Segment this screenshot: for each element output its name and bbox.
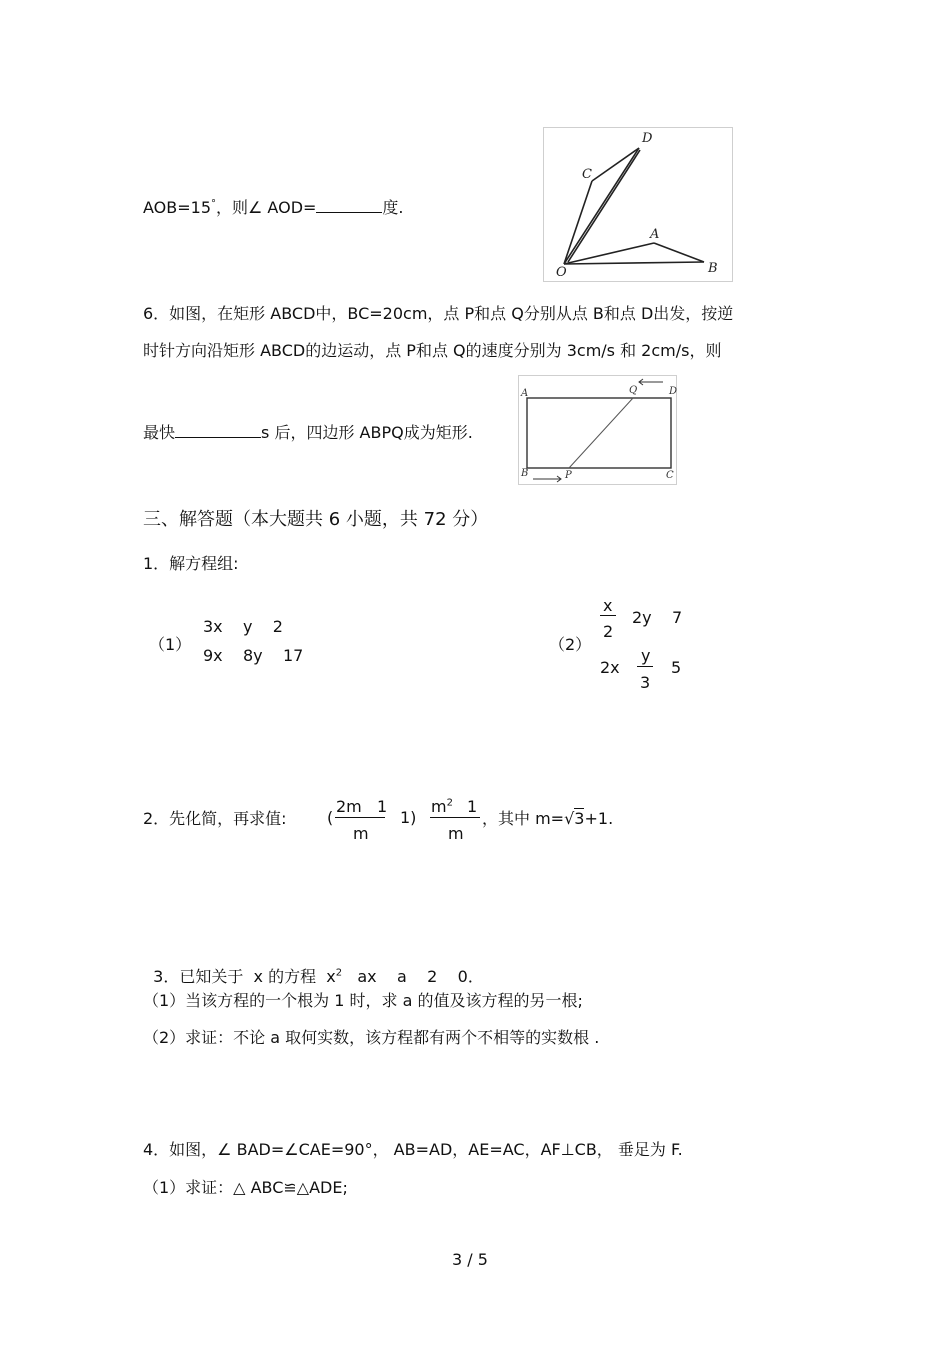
p2-sqrt-value: 3 xyxy=(574,809,585,828)
page-number: 3 / 5 xyxy=(452,1250,488,1269)
p3-part1: （1）当该方程的一个根为 1 时，求 a 的值及该方程的另一根; xyxy=(143,991,583,1010)
label-b: B xyxy=(521,468,529,479)
p3-stem xyxy=(143,945,484,987)
segment-pq xyxy=(569,398,633,468)
figure-rectangle-svg xyxy=(519,376,676,484)
figure-angles-svg xyxy=(544,128,732,281)
q5-tail-line xyxy=(143,195,404,218)
label-d: D xyxy=(642,131,653,146)
q6-line-2: 时针方向沿矩形 ABCD的边运动，点 P和点 Q的速度分别为 3cm/s 和 2cm/s，则 xyxy=(143,341,722,360)
p1-part2-frac1-den: 2 xyxy=(603,622,614,641)
label-o: O xyxy=(556,265,567,280)
p2-frac2-m: m xyxy=(431,797,447,816)
q5-text-3: 度. xyxy=(382,198,404,217)
p1-part2-eq2-a: 2x xyxy=(600,658,620,677)
segment-ob xyxy=(564,262,704,264)
p1-part2-label: （2） xyxy=(549,635,592,654)
p2-mid: 1) xyxy=(400,808,417,827)
label-c: C xyxy=(582,167,592,182)
p3-stem-exp: 2 xyxy=(335,967,343,979)
label-a: A xyxy=(650,227,660,242)
q5-text-2: ，则∠ AOD= xyxy=(216,198,317,217)
p2-tail-b: +1. xyxy=(584,809,614,828)
p2-frac1-bar xyxy=(335,817,385,818)
p2-stem: 2．先化简，再求值: xyxy=(143,809,287,828)
segment-oc xyxy=(564,181,592,264)
figure-angles xyxy=(543,127,733,282)
p4-stem: 4．如图，∠ BAD=∠CAE=90°， AB=AD，AE=AC，AF⊥CB， 垂足为 F. xyxy=(143,1140,683,1159)
label-b: B xyxy=(708,261,718,276)
p2-frac2-bar xyxy=(430,817,480,818)
p1-part2-eq2-rest: 5 xyxy=(671,658,682,677)
q6-text-a: 最快 xyxy=(143,423,176,442)
p2-frac1-den: m xyxy=(353,824,369,843)
p1-part2-frac1-num: x xyxy=(603,596,613,615)
p3-stem-b: ax a 2 0． xyxy=(342,967,484,986)
p2-sqrt-sign: √ xyxy=(564,809,575,828)
label-p: P xyxy=(565,470,572,481)
p4-part1: （1）求证：△ ABC≌△ADE; xyxy=(143,1178,348,1197)
p2-open-paren: ( xyxy=(327,808,334,827)
q6-line-1: 6．如图，在矩形 ABCD中，BC=20cm，点 P和点 Q分别从点 B和点 D出发，按逆 xyxy=(143,304,734,323)
p2-frac1-num: 2m 1 xyxy=(336,797,388,816)
label-a: A xyxy=(521,388,529,399)
segment-cd xyxy=(592,148,639,181)
q5-answer-blank xyxy=(316,196,382,213)
p3-part2: （2）求证：不论 a 取何实数，该方程都有两个不相等的实数根 . xyxy=(143,1028,600,1047)
p2-tail-a: ，其中 m= xyxy=(482,809,565,828)
q6-text-b: s 后，四边形 ABPQ成为矩形. xyxy=(261,423,473,442)
p2-frac2-num xyxy=(431,797,477,816)
label-d: D xyxy=(669,386,678,397)
p2-frac2-rest: 1 xyxy=(466,797,478,816)
p1-part2-frac2-den: 3 xyxy=(640,673,651,692)
p1-part2-frac1-bar xyxy=(600,615,616,616)
p2-frac2-exp: 2 xyxy=(446,797,453,809)
p2-tail xyxy=(482,806,613,829)
segment-od xyxy=(568,150,640,262)
p3-stem-a: 3．已知关于 x 的方程 x xyxy=(153,967,336,986)
p2-frac2-den: m xyxy=(448,824,464,843)
q5-degree: ° xyxy=(211,198,216,210)
figure-rectangle xyxy=(518,375,677,485)
p1-part2-frac2-bar xyxy=(637,666,653,667)
rectangle-abcd xyxy=(527,398,671,468)
p1-part2-frac2-num: y xyxy=(641,646,651,665)
p1-part1-label: （1） xyxy=(149,635,192,654)
p1-part2-eq1-rest: 2y 7 xyxy=(632,608,683,627)
section-3-title: 三、解答题（本大题共 6 小题，共 72 分） xyxy=(143,509,489,530)
q6-answer-blank xyxy=(175,421,261,438)
label-c: C xyxy=(666,470,674,481)
p1-part1-eq2: 9x 8y 17 xyxy=(203,646,304,665)
ray-oc-left xyxy=(564,148,639,264)
label-q: Q xyxy=(629,385,638,396)
q6-line-3 xyxy=(143,420,473,443)
q5-text-1: AOB=15 xyxy=(143,198,211,217)
p1-part1-eq1: 3x y 2 xyxy=(203,617,283,636)
segment-ab xyxy=(654,243,704,262)
p1-stem: 1．解方程组: xyxy=(143,554,239,573)
